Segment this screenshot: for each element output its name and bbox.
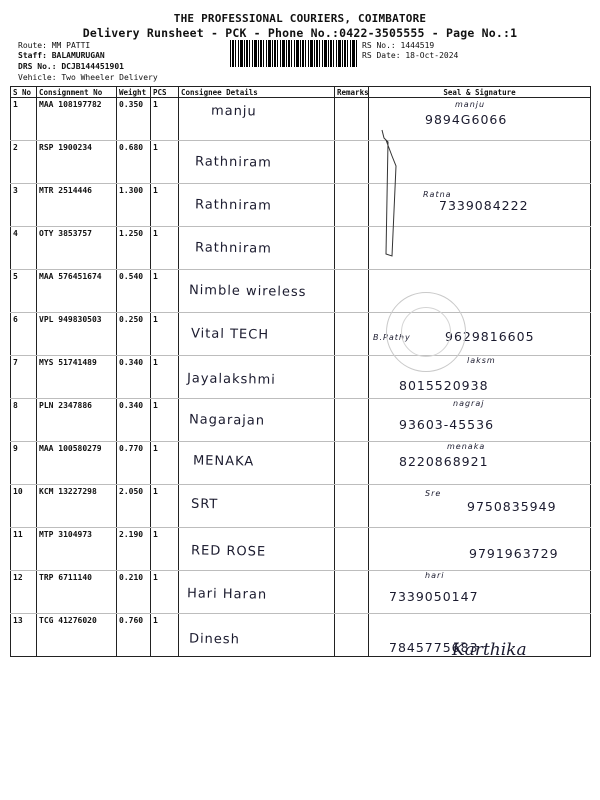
signature-name: manju <box>455 100 486 109</box>
route-label: Route: MM PATTI <box>18 41 91 50</box>
consignee-cell <box>179 313 335 356</box>
signature-phone: 8220868921 <box>399 454 489 469</box>
sno-cell: 8 <box>11 399 37 442</box>
remarks-cell <box>335 356 369 399</box>
rs-number: RS No.: 1444519 <box>362 41 435 50</box>
consignee-cell <box>179 614 335 657</box>
remarks-cell <box>335 485 369 528</box>
consignee-cell <box>179 442 335 485</box>
seal-signature-cell <box>369 442 591 485</box>
seal-inner-ring <box>401 307 451 357</box>
remarks-cell <box>335 184 369 227</box>
signature-phone: 93603-45536 <box>399 417 495 432</box>
remarks-cell <box>335 442 369 485</box>
vehicle-label: Vehicle: Two Wheeler Delivery <box>18 73 158 82</box>
ditto-mark-drawing <box>372 126 402 258</box>
table-row <box>11 227 591 270</box>
consignee-handwritten-name: Dinesh <box>188 631 241 648</box>
consignment-cell: MAA 576451674 <box>37 270 117 313</box>
signature-name: nagraj <box>453 399 485 408</box>
table-row <box>11 184 591 227</box>
table-row <box>11 485 591 528</box>
weight-cell: 2.050 <box>117 485 151 528</box>
col-sno-header: S No <box>11 87 37 98</box>
consignment-cell: MTR 2514446 <box>37 184 117 227</box>
weight-cell: 1.250 <box>117 227 151 270</box>
consignee-handwritten-name: Rathniram <box>194 197 273 214</box>
col-consignment-header: Consignment No <box>37 87 117 98</box>
signature-name: B.Pathy <box>373 333 411 342</box>
weight-cell: 0.250 <box>117 313 151 356</box>
table-row <box>11 356 591 399</box>
consignment-cell: MYS 51741489 <box>37 356 117 399</box>
consignee-cell <box>179 399 335 442</box>
consignee-handwritten-name: Rathniram <box>194 154 273 171</box>
consignment-cell: TRP 6711140 <box>37 571 117 614</box>
sno-cell: 6 <box>11 313 37 356</box>
bottom-signature: Karthika <box>452 640 527 660</box>
consignment-cell: TCG 41276020 <box>37 614 117 657</box>
consignee-cell <box>179 270 335 313</box>
pcs-cell: 1 <box>151 442 179 485</box>
signature-name: Sre <box>425 489 442 498</box>
consignee-cell <box>179 356 335 399</box>
sno-cell: 13 <box>11 614 37 657</box>
company-title: THE PROFESSIONAL COURIERS, COIMBATORE <box>173 12 427 25</box>
consignee-handwritten-name: Nimble wireless <box>188 282 307 301</box>
consignee-handwritten-name: SRT <box>190 496 219 513</box>
sno-cell: 9 <box>11 442 37 485</box>
consignee-cell <box>179 571 335 614</box>
pcs-cell: 1 <box>151 184 179 227</box>
table-row <box>11 571 591 614</box>
consignment-cell: KCM 13227298 <box>37 485 117 528</box>
consignment-cell: VPL 949830503 <box>37 313 117 356</box>
company-seal-stamp <box>386 292 466 372</box>
consignment-cell: MAA 108197782 <box>37 98 117 141</box>
seal-signature-cell <box>369 399 591 442</box>
remarks-cell <box>335 399 369 442</box>
table-row <box>11 442 591 485</box>
col-weight-header: Weight <box>117 87 151 98</box>
weight-cell: 0.770 <box>117 442 151 485</box>
weight-cell: 0.340 <box>117 356 151 399</box>
weight-cell: 1.300 <box>117 184 151 227</box>
sno-cell: 11 <box>11 528 37 571</box>
consignee-handwritten-name: MENAKA <box>192 453 255 470</box>
table-row <box>11 141 591 184</box>
sno-cell: 3 <box>11 184 37 227</box>
signature-name: Ratna <box>423 190 452 199</box>
col-seal-header: Seal & Signature <box>369 87 591 98</box>
consignee-handwritten-name: Nagarajan <box>188 412 266 429</box>
pcs-cell: 1 <box>151 485 179 528</box>
sno-cell: 5 <box>11 270 37 313</box>
consignee-handwritten-name: Jayalakshmi <box>186 371 276 388</box>
remarks-cell <box>335 141 369 184</box>
signature-phone: 7339084222 <box>439 198 529 213</box>
consignment-cell: PLN 2347886 <box>37 399 117 442</box>
barcode <box>230 40 358 67</box>
consignee-handwritten-name: Hari Haran <box>186 586 268 603</box>
sno-cell: 10 <box>11 485 37 528</box>
consignee-handwritten-name: RED ROSE <box>190 543 267 560</box>
consignee-cell <box>179 485 335 528</box>
signature-name: menaka <box>447 442 486 451</box>
consignment-cell: OTY 3853757 <box>37 227 117 270</box>
runsheet-subtitle: Delivery Runsheet - PCK - Phone No.:0422-3505555 - Page No.:1 <box>82 26 518 40</box>
seal-signature-cell <box>369 528 591 571</box>
remarks-cell <box>335 614 369 657</box>
sno-cell: 4 <box>11 227 37 270</box>
table-row <box>11 98 591 141</box>
consignee-cell <box>179 227 335 270</box>
signature-phone: 9791963729 <box>469 546 559 561</box>
weight-cell: 2.190 <box>117 528 151 571</box>
seal-signature-cell <box>369 571 591 614</box>
consignee-cell <box>179 98 335 141</box>
consignee-cell <box>179 141 335 184</box>
signature-phone: 7339050147 <box>389 589 479 604</box>
signature-phone: 8015520938 <box>399 378 489 393</box>
consignment-cell: RSP 1900234 <box>37 141 117 184</box>
sno-cell: 1 <box>11 98 37 141</box>
consignee-cell <box>179 528 335 571</box>
remarks-cell <box>335 528 369 571</box>
weight-cell: 0.350 <box>117 98 151 141</box>
table-row <box>11 399 591 442</box>
signature-phone: 9894G6066 <box>425 112 508 127</box>
consignee-handwritten-name: Rathniram <box>194 240 273 257</box>
sno-cell: 7 <box>11 356 37 399</box>
pcs-cell: 1 <box>151 528 179 571</box>
rs-date: RS Date: 18-Oct-2024 <box>362 51 459 60</box>
table-row <box>11 270 591 313</box>
weight-cell: 0.540 <box>117 270 151 313</box>
weight-cell: 0.210 <box>117 571 151 614</box>
col-pcs-header: PCS <box>151 87 179 98</box>
weight-cell: 0.340 <box>117 399 151 442</box>
remarks-cell <box>335 270 369 313</box>
consignment-cell: MAA 100580279 <box>37 442 117 485</box>
pcs-cell: 1 <box>151 270 179 313</box>
drs-label: DRS No.: DCJB144451901 <box>18 62 124 71</box>
consignee-cell <box>179 184 335 227</box>
remarks-cell <box>335 98 369 141</box>
seal-signature-cell <box>369 485 591 528</box>
runsheet-table <box>10 86 591 657</box>
col-remarks-header: Remarks <box>335 87 369 98</box>
signature-phone: 9750835949 <box>467 499 557 514</box>
pcs-cell: 1 <box>151 141 179 184</box>
consignment-cell: MTP 3104973 <box>37 528 117 571</box>
remarks-cell <box>335 313 369 356</box>
pcs-cell: 1 <box>151 227 179 270</box>
col-consignee-header: Consignee Details <box>179 87 335 98</box>
signature-name: laksm <box>467 356 496 365</box>
consignee-handwritten-name: Vital TECH <box>190 326 270 343</box>
signature-name: hari <box>425 571 445 580</box>
weight-cell: 0.760 <box>117 614 151 657</box>
remarks-cell <box>335 571 369 614</box>
consignee-handwritten-name: manju <box>210 103 257 120</box>
sno-cell: 12 <box>11 571 37 614</box>
table-row <box>11 528 591 571</box>
pcs-cell: 1 <box>151 399 179 442</box>
pcs-cell: 1 <box>151 571 179 614</box>
remarks-cell <box>335 227 369 270</box>
sno-cell: 2 <box>11 141 37 184</box>
pcs-cell: 1 <box>151 98 179 141</box>
table-row <box>11 313 591 356</box>
signature-phone: 7845775683 <box>389 640 479 655</box>
pcs-cell: 1 <box>151 313 179 356</box>
table-header-row <box>11 87 591 98</box>
pcs-cell: 1 <box>151 356 179 399</box>
weight-cell: 0.680 <box>117 141 151 184</box>
staff-label: Staff: BALAMURUGAN <box>18 51 105 60</box>
signature-phone: 9629816605 <box>445 329 535 344</box>
pcs-cell: 1 <box>151 614 179 657</box>
